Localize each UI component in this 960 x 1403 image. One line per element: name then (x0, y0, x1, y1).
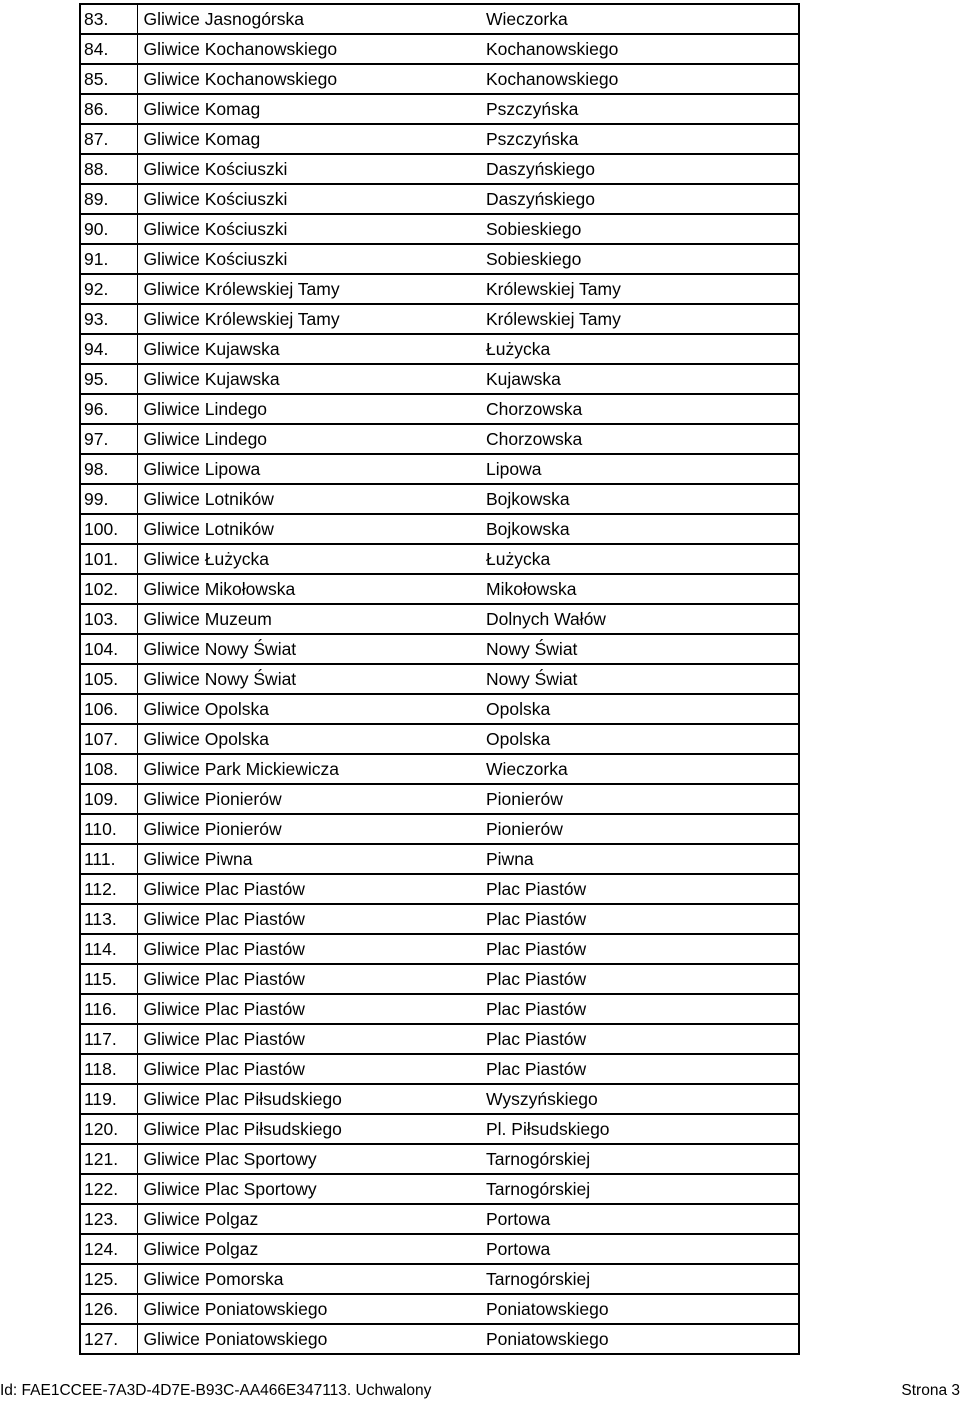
row-number-cell: 103. (81, 604, 137, 634)
street-name-cell: Wieczorka (486, 9, 568, 29)
table-row (81, 1204, 798, 1234)
street-name-cell: Pszczyńska (482, 124, 798, 154)
stop-name-cell: Gliwice Nowy Świat (137, 664, 482, 694)
stop-name-cell: Gliwice Kościuszki (137, 184, 482, 214)
table-row (81, 1264, 798, 1294)
row-number-cell: 95. (81, 364, 137, 394)
row-number-cell: 91. (81, 244, 137, 274)
street-name-cell: Plac Piastów (482, 1054, 798, 1084)
table-row (81, 994, 798, 1024)
stop-name-cell: Gliwice Pionierów (137, 814, 482, 844)
row-number-cell: 102. (81, 574, 137, 604)
stop-name-cell: Gliwice Kujawska (137, 364, 482, 394)
row-number-cell: 120. (81, 1114, 137, 1144)
stop-name-cell: Gliwice Plac Piastów (137, 904, 482, 934)
table-row (81, 424, 798, 454)
street-name-cell: Tarnogórskiej (482, 1144, 798, 1174)
table-row (81, 1324, 798, 1353)
table-row (81, 1174, 798, 1204)
row-number-cell: 96. (81, 394, 137, 424)
row-number-cell: 111. (81, 844, 137, 874)
table-row (81, 694, 798, 724)
stop-name-cell: Gliwice Kochanowskiego (137, 64, 482, 94)
street-name-cell: Mikołowska (482, 574, 798, 604)
stop-name-cell: Gliwice Kościuszki (137, 214, 482, 244)
street-name-cell: Lipowa (482, 454, 798, 484)
table-row (81, 784, 798, 814)
stop-name-cell: Gliwice Lindego (137, 394, 482, 424)
bus-stop-table-body (81, 5, 798, 1353)
street-name-cell: Nowy Świat (482, 634, 798, 664)
row-number-cell: 83. (81, 5, 137, 34)
row-number-cell: 98. (81, 454, 137, 484)
stop-name-cell: Gliwice Królewskiej Tamy (137, 304, 482, 334)
street-name-cell: Bojkowska (482, 514, 798, 544)
table-row (81, 604, 798, 634)
row-number-cell: 117. (81, 1024, 137, 1054)
street-name-cell: Plac Piastów (482, 994, 798, 1024)
row-number-cell: 109. (81, 784, 137, 814)
table-row (81, 5, 798, 34)
street-name-cell: Pszczyńska (482, 94, 798, 124)
stop-name-cell: Gliwice Polgaz (137, 1204, 482, 1234)
stop-name-cell: Gliwice Kujawska (137, 334, 482, 364)
stop-name-cell: Gliwice Plac Piastów (137, 964, 482, 994)
stop-name-cell: Gliwice Plac Sportowy (137, 1144, 482, 1174)
street-name-cell: Tarnogórskiej (482, 1264, 798, 1294)
stop-name-cell: Gliwice Kościuszki (137, 244, 482, 274)
row-number-cell: 116. (81, 994, 137, 1024)
street-name-cell: Sobieskiego (482, 214, 798, 244)
row-number-cell: 112. (81, 874, 137, 904)
row-number-cell: 110. (81, 814, 137, 844)
street-name-cell: Plac Piastów (482, 934, 798, 964)
table-row (81, 934, 798, 964)
row-number-cell: 99. (81, 484, 137, 514)
row-number-cell: 89. (81, 184, 137, 214)
table-row (81, 1024, 798, 1054)
row-number-cell: 90. (81, 214, 137, 244)
table-row (81, 214, 798, 244)
row-number-cell: 85. (81, 64, 137, 94)
table-row (81, 34, 798, 64)
street-name-cell: Wyszyńskiego (482, 1084, 798, 1114)
street-name-cell: Plac Piastów (482, 874, 798, 904)
row-number-cell: 127. (81, 1324, 137, 1353)
row-number-cell: 92. (81, 274, 137, 304)
stop-name-cell: Gliwice Polgaz (137, 1234, 482, 1264)
street-name-cell: Wieczorka (482, 754, 798, 784)
row-number-cell: 108. (81, 754, 137, 784)
street-name-cell: Daszyńskiego (482, 184, 798, 214)
stop-name-cell: Gliwice Plac Piłsudskiego (137, 1084, 482, 1114)
stop-name-cell: Gliwice Jasnogórska (143, 9, 304, 29)
street-name-cell: Kochanowskiego (482, 34, 798, 64)
table-row (81, 274, 798, 304)
stop-name-cell: Gliwice Łużycka (137, 544, 482, 574)
stop-name-cell: Gliwice Kochanowskiego (137, 34, 482, 64)
table-row (81, 334, 798, 364)
row-number-cell: 124. (81, 1234, 137, 1264)
street-name-cell: Królewskiej Tamy (482, 304, 798, 334)
stop-name-cell: Gliwice Komag (137, 94, 482, 124)
table-row (81, 124, 798, 154)
row-number-cell: 93. (81, 304, 137, 334)
stop-name-cell: Gliwice Plac Piastów (137, 874, 482, 904)
table-row (81, 574, 798, 604)
street-name-cell: Łużycka (482, 334, 798, 364)
street-name-cell: Poniatowskiego (482, 1324, 798, 1353)
table-row (81, 1084, 798, 1114)
row-number-cell: 100. (81, 514, 137, 544)
row-number-cell: 101. (81, 544, 137, 574)
stop-name-cell: Gliwice Plac Sportowy (137, 1174, 482, 1204)
street-name-cell: Plac Piastów (482, 1024, 798, 1054)
row-number-cell: 122. (81, 1174, 137, 1204)
stop-name-cell: Gliwice Opolska (137, 724, 482, 754)
table-row (81, 304, 798, 334)
table-row (81, 844, 798, 874)
bus-stop-table-frame (79, 3, 800, 1355)
street-name-cell: Sobieskiego (482, 244, 798, 274)
street-name-cell: Nowy Świat (482, 664, 798, 694)
row-number-cell: 118. (81, 1054, 137, 1084)
page-number-footer: Strona 3 (901, 1382, 960, 1399)
table-row (81, 634, 798, 664)
row-number-cell: 87. (81, 124, 137, 154)
table-row (81, 1114, 798, 1144)
stop-name-cell: Gliwice Piwna (137, 844, 482, 874)
table-row (81, 1054, 798, 1084)
street-name-cell: Pionierów (482, 784, 798, 814)
table-row (81, 454, 798, 484)
row-number-cell: 84. (81, 34, 137, 64)
table-row (81, 754, 798, 784)
street-name-cell: Pionierów (482, 814, 798, 844)
stop-name-cell: Gliwice Plac Piastów (137, 934, 482, 964)
table-row (81, 484, 798, 514)
stop-name-cell: Gliwice Plac Piastów (137, 994, 482, 1024)
stop-name-cell: Gliwice Poniatowskiego (137, 1294, 482, 1324)
stop-name-cell: Gliwice Lipowa (137, 454, 482, 484)
stop-name-cell: Gliwice Park Mickiewicza (137, 754, 482, 784)
stop-name-cell: Gliwice Poniatowskiego (137, 1324, 482, 1353)
row-number-cell: 123. (81, 1204, 137, 1234)
stop-name-cell: Gliwice Mikołowska (137, 574, 482, 604)
stop-name-cell: Gliwice Plac Piastów (137, 1054, 482, 1084)
table-row (81, 814, 798, 844)
table-row (81, 664, 798, 694)
street-name-cell: Królewskiej Tamy (482, 274, 798, 304)
street-name-cell: Piwna (482, 844, 798, 874)
table-row (81, 364, 798, 394)
document-id-footer: Id: FAE1CCEE-7A3D-4D7E-B93C-AA466E347113. Uchwalony (0, 1382, 432, 1399)
table-row (81, 1234, 798, 1264)
street-name-cell: Plac Piastów (482, 964, 798, 994)
row-number-cell: 94. (81, 334, 137, 364)
table-row (81, 94, 798, 124)
row-number-cell: 104. (81, 634, 137, 664)
street-name-cell: Opolska (482, 724, 798, 754)
street-name-cell: Portowa (482, 1204, 798, 1234)
street-name-cell: Kujawska (482, 364, 798, 394)
table-row (81, 1144, 798, 1174)
table-row (81, 904, 798, 934)
row-number-cell: 125. (81, 1264, 137, 1294)
row-number-cell: 86. (81, 94, 137, 124)
table-row (81, 64, 798, 94)
table-row (81, 724, 798, 754)
stop-name-cell: Gliwice Komag (137, 124, 482, 154)
row-number-cell: 114. (81, 934, 137, 964)
table-row (81, 184, 798, 214)
street-name-cell: Kochanowskiego (482, 64, 798, 94)
stop-name-cell: Gliwice Lotników (137, 484, 482, 514)
stop-name-cell: Gliwice Nowy Świat (137, 634, 482, 664)
table-row (81, 394, 798, 424)
row-number-cell: 126. (81, 1294, 137, 1324)
row-number-cell: 107. (81, 724, 137, 754)
street-name-cell: Plac Piastów (482, 904, 798, 934)
street-name-cell: Opolska (482, 694, 798, 724)
row-number-cell: 121. (81, 1144, 137, 1174)
table-row (81, 964, 798, 994)
table-row (81, 154, 798, 184)
street-name-cell: Łużycka (482, 544, 798, 574)
stop-name-cell: Gliwice Plac Piłsudskiego (137, 1114, 482, 1144)
row-number-cell: 97. (81, 424, 137, 454)
table-row (81, 544, 798, 574)
street-name-cell: Bojkowska (482, 484, 798, 514)
row-number-cell: 106. (81, 694, 137, 724)
stop-name-cell: Gliwice Opolska (137, 694, 482, 724)
bus-stop-table (81, 5, 798, 1353)
table-row (81, 514, 798, 544)
street-name-cell: Chorzowska (482, 424, 798, 454)
street-name-cell: Portowa (482, 1234, 798, 1264)
row-number-cell: 88. (81, 154, 137, 184)
street-name-cell: Chorzowska (482, 394, 798, 424)
street-name-cell: Poniatowskiego (482, 1294, 798, 1324)
stop-name-cell: Gliwice Kościuszki (137, 154, 482, 184)
street-name-cell: Daszyńskiego (482, 154, 798, 184)
row-number-cell: 113. (81, 904, 137, 934)
table-row (81, 244, 798, 274)
stop-name-cell: Gliwice Muzeum (137, 604, 482, 634)
street-name-cell: Tarnogórskiej (482, 1174, 798, 1204)
stop-name-cell: Gliwice Pomorska (137, 1264, 482, 1294)
row-number-cell: 105. (81, 664, 137, 694)
table-row (81, 874, 798, 904)
stop-name-cell: Gliwice Lindego (137, 424, 482, 454)
street-name-cell: Dolnych Wałów (482, 604, 798, 634)
row-number-cell: 119. (81, 1084, 137, 1114)
stop-name-cell: Gliwice Pionierów (137, 784, 482, 814)
stop-name-cell: Gliwice Lotników (137, 514, 482, 544)
stop-name-cell: Gliwice Plac Piastów (137, 1024, 482, 1054)
table-row (81, 1294, 798, 1324)
street-name-cell: Pl. Piłsudskiego (482, 1114, 798, 1144)
row-number-cell: 115. (81, 964, 137, 994)
stop-name-cell: Gliwice Królewskiej Tamy (137, 274, 482, 304)
